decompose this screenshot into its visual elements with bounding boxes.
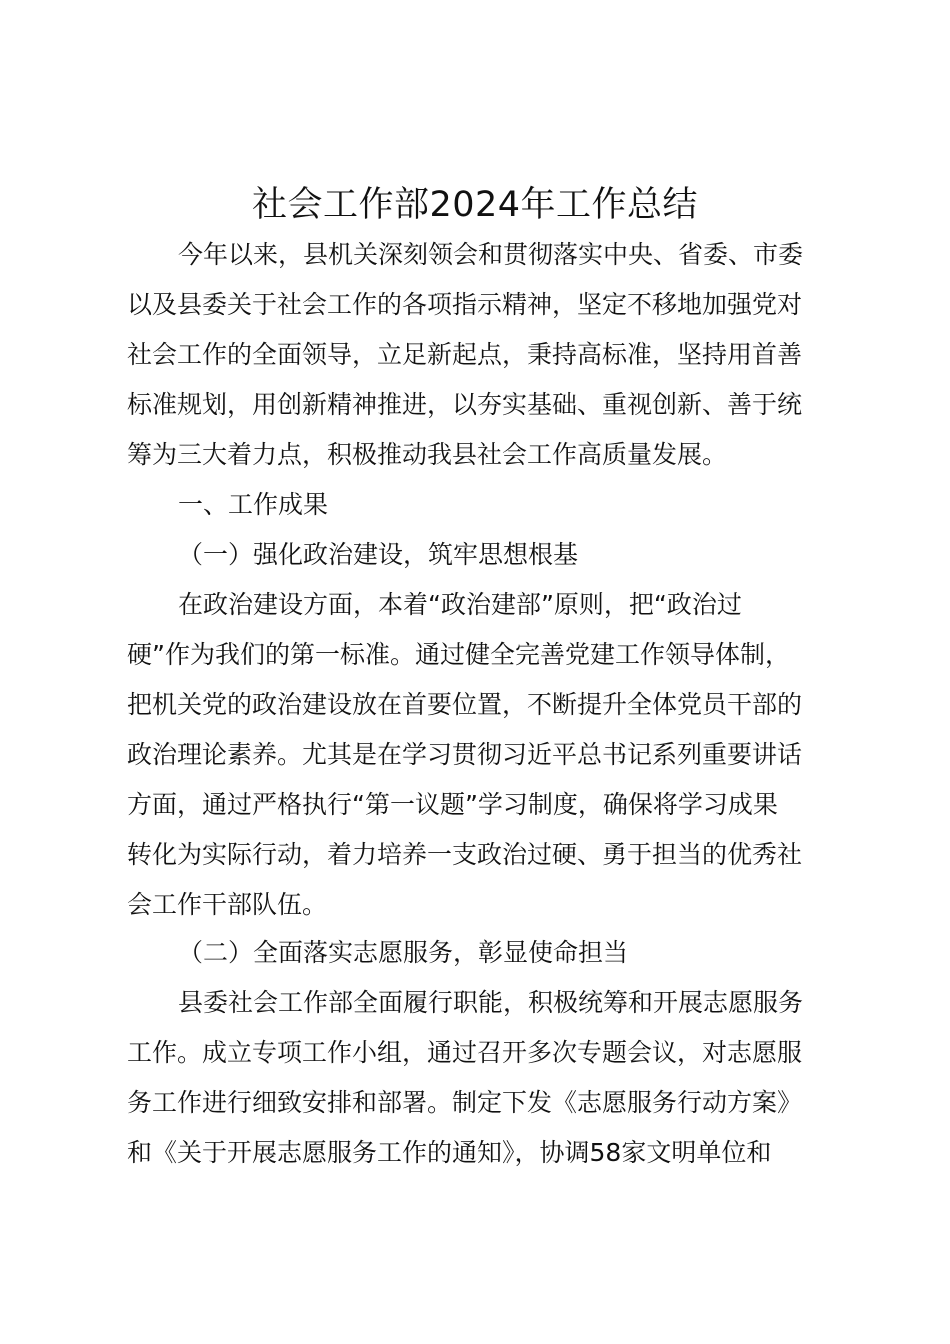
paragraph-line: 工作。成立专项工作小组，通过召开多次专题会议，对志愿服 xyxy=(127,1038,803,1067)
paragraph-line: 把机关党的政治建设放在首要位置，不断提升全体党员干部的 xyxy=(127,690,803,719)
subsection-heading: （二）全面落实志愿服务，彰显使命担当 xyxy=(178,938,629,967)
paragraph-line: 筹为三大着力点，积极推动我县社会工作高质量发展。 xyxy=(127,440,728,469)
paragraph-line: 硬”作为我们的第一标准。通过健全完善党建工作领导体制， xyxy=(127,640,790,669)
section-heading: 一、工作成果 xyxy=(178,490,329,519)
paragraph-line: 今年以来，县机关深刻领会和贯彻落实中央、省委、市委 xyxy=(178,240,804,269)
subsection-heading: （一）强化政治建设，筑牢思想根基 xyxy=(178,540,579,569)
paragraph-line: 标准规划，用创新精神推进，以夯实基础、重视创新、善于统 xyxy=(127,390,803,419)
paragraph-line: 会工作干部队伍。 xyxy=(127,890,328,919)
paragraph-line: 在政治建设方面，本着“政治建部”原则，把“政治过 xyxy=(178,590,742,619)
paragraph-line: 转化为实际行动，着力培养一支政治过硬、勇于担当的优秀社 xyxy=(127,840,803,869)
paragraph-line: 方面，通过严格执行“第一议题”学习制度，确保将学习成果 xyxy=(127,790,778,819)
paragraph-line: 务工作进行细致安排和部署。制定下发《志愿服务行动方案》 xyxy=(127,1088,803,1117)
paragraph-line: 以及县委关于社会工作的各项指示精神，坚定不移地加强党对 xyxy=(127,290,803,319)
paragraph-line: 社会工作的全面领导，立足新起点，秉持高标准，坚持用首善 xyxy=(127,340,803,369)
document-title: 社会工作部2024年工作总结 xyxy=(251,185,699,225)
paragraph-line: 政治理论素养。尤其是在学习贯彻习近平总书记系列重要讲话 xyxy=(127,740,803,769)
paragraph-line: 和《关于开展志愿服务工作的通知》，协调58家文明单位和 xyxy=(127,1138,772,1167)
paragraph-line: 县委社会工作部全面履行职能，积极统筹和开展志愿服务 xyxy=(178,988,804,1017)
